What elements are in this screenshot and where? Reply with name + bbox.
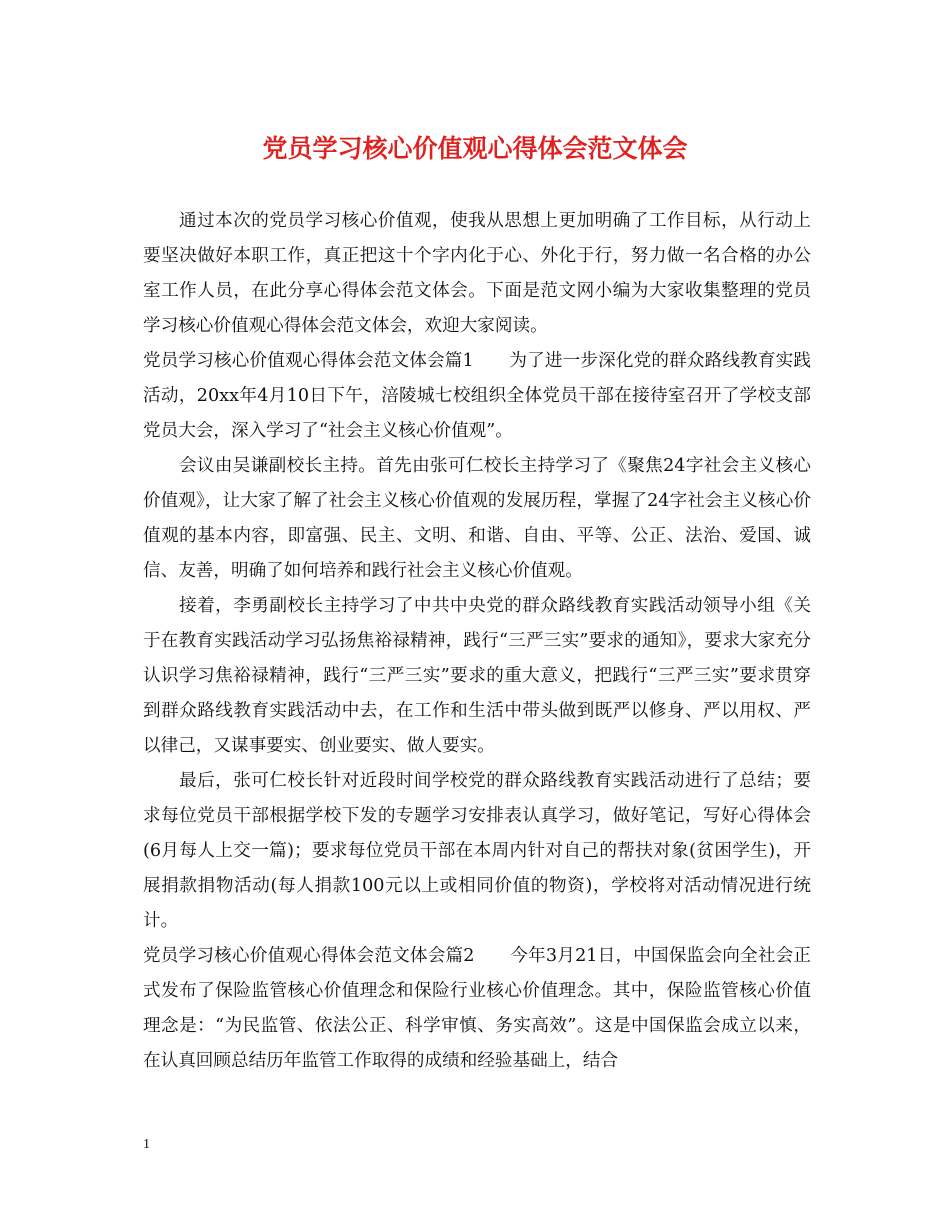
document-title: 党员学习核心价值观心得体会范文体会 — [262, 134, 688, 163]
paragraph-intro: 通过本次的党员学习核心价值观，使我从思想上更加明确了工作目标，从行动上要坚决做好本职工作，真正把这十个字内化于心、外化于行，努力做一名合格的办公室工作人员，在此分享心得体会范文体会。下面是范文网小编为大家收集整理的党员学习核心价值观心得体会范文体会，欢迎大家阅读。 — [143, 211, 811, 336]
paragraph-summary: 最后，张可仁校长针对近段时间学校党的群众路线教育实践活动进行了总结；要求每位党员干部根据学校下发的专题学习安排表认真学习，做好笔记，写好心得体会(6月每人上交一篇)；要求每位党员干部在本周内针对自己的帮扶对象(贫困学生)，开展捐款捐物活动(每人捐款100元以上或相同价值的物资)，学校将对活动情况进行统计。 — [143, 771, 811, 931]
page-number: 1 — [143, 1137, 150, 1152]
paragraph-article-2-heading: 党员学习核心价值观心得体会范文体会篇2 今年3月21日，中国保监会向全社会正式发布了保险监管核心价值理念和保险行业核心价值理念。其中，保险监管核心价值理念是：“为民监管、依法公正、科学审慎、务实高效”。这是中国保监会成立以来，在认真回顾总结历年监管工作取得的成绩和经验基础上，结合 — [143, 946, 811, 1071]
paragraph-article-1-heading: 党员学习核心价值观心得体会范文体会篇1 为了进一步深化党的群众路线教育实践活动，20xx年4月10日下午，涪陵城七校组织全体党员干部在接待室召开了学校支部党员大会，深入学习了“社会主义核心价值观”。 — [143, 351, 811, 441]
paragraph-study-notice: 接着，李勇副校长主持学习了中共中央党的群众路线教育实践活动领导小组《关于在教育实践活动学习弘扬焦裕禄精神，践行“三严三实”要求的通知》，要求大家充分认识学习焦裕禄精神，践行“三严三实”要求的重大意义，把践行“三严三实”要求贯穿到群众路线教育实践活动中去，在工作和生活中带头做到既严以修身、严以用权、严以律己，又谋事要实、创业要实、做人要实。 — [143, 596, 811, 756]
document-body — [143, 204, 811, 1079]
paragraph-meeting-host: 会议由吴谦副校长主持。首先由张可仁校长主持学习了《聚焦24字社会主义核心价值观》，让大家了解了社会主义核心价值观的发展历程，掌握了24字社会主义核心价值观的基本内容，即富强、民主、文明、和谐、自由、平等、公正、法治、爱国、诚信、友善，明确了如何培养和践行社会主义核心价值观。 — [143, 456, 811, 581]
